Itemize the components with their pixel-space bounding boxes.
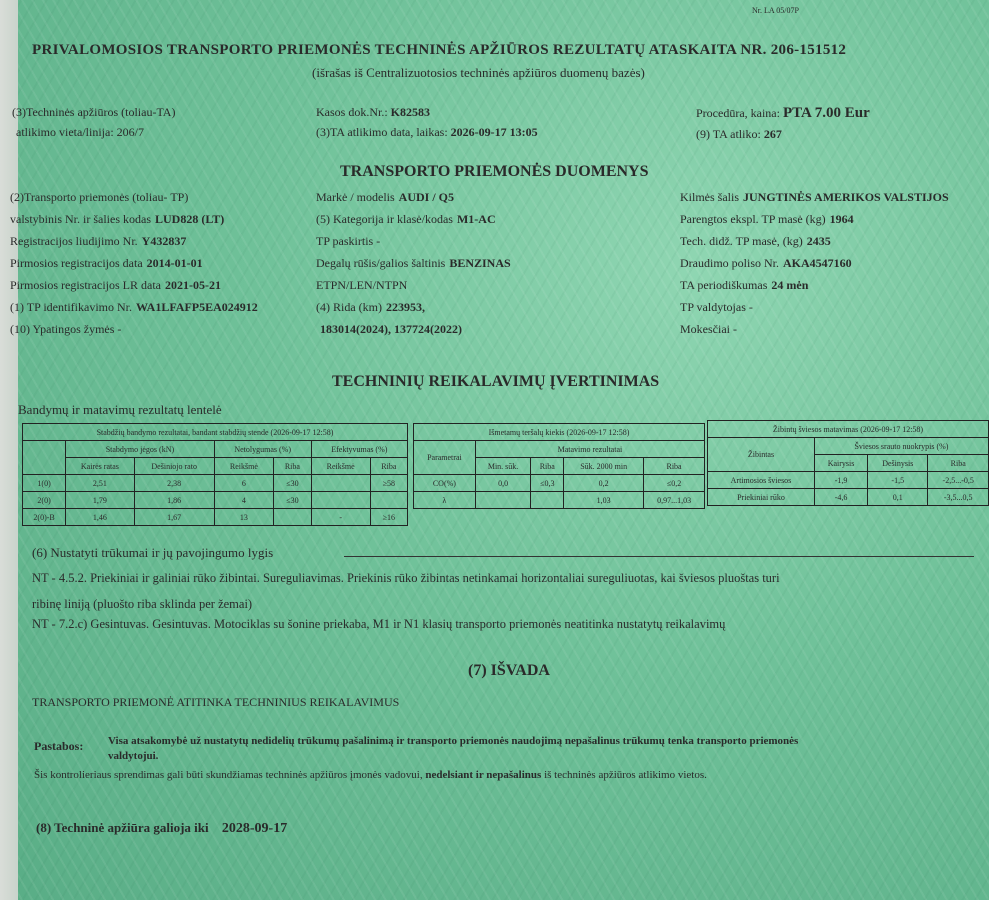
vehicle-field xyxy=(316,212,496,227)
lights-right: -1,5 xyxy=(868,472,928,489)
emissions-sub-header: Riba xyxy=(644,458,705,475)
brakes-sub-header: Kairės ratas xyxy=(66,458,135,475)
brakes-left: 1,79 xyxy=(66,492,135,509)
ta-date-value: 2026-09-17 13:05 xyxy=(450,125,538,139)
brakes-sub-header: Reikšmė xyxy=(311,458,370,475)
emissions-param: CO(%) xyxy=(414,475,476,492)
report-title: PRIVALOMOSIOS TRANSPORTO PRIEMONĖS TECHNINĖS APŽIŪROS REZULTATŲ ATASKAITA NR. 206-151512 xyxy=(32,42,847,58)
brakes-right: 2,38 xyxy=(134,475,214,492)
brakes-eff-header: Efektyvumas (%) xyxy=(311,441,407,458)
vehicle-field-label: (10) Ypatingos žymės - xyxy=(10,322,122,336)
vehicle-field-value: 183014(2024), 137724(2022) xyxy=(320,322,462,336)
vehicle-field-label: Degalų rūšis/galios šaltinis xyxy=(316,256,446,270)
tests-caption: Bandymų ir matavimų rezultatų lentelė xyxy=(18,402,222,417)
brakes-left: 2,51 xyxy=(66,475,135,492)
lights-name: Artimosios šviesos xyxy=(708,472,815,489)
emissions-meas-header: Matavimo rezultatai xyxy=(475,441,704,458)
form-number: Nr. LA 05/07P xyxy=(752,6,799,15)
defect-line-2: ribinę liniją (pluošto riba sklinda per žemai) xyxy=(32,597,253,611)
procedure xyxy=(696,105,870,122)
lights-right: 0,1 xyxy=(868,489,928,506)
brakes-uneven-limit: ≤30 xyxy=(274,475,312,492)
vehicle-field xyxy=(316,300,425,315)
vehicle-field-label: Markė / modelis xyxy=(316,190,395,204)
lights-left: -4,6 xyxy=(814,489,867,506)
vehicle-field-label: valstybinis Nr. ir šalies kodas xyxy=(10,212,151,226)
emissions-param-header: Parametrai xyxy=(414,441,476,475)
vehicle-field-value: BENZINAS xyxy=(449,256,511,270)
vehicle-field-label: TP valdytojas - xyxy=(680,300,753,314)
vehicle-field xyxy=(680,278,808,293)
vehicle-field xyxy=(316,256,511,271)
vehicle-field-value: 24 mėn xyxy=(771,278,809,292)
brakes-uneven: 13 xyxy=(214,509,273,526)
emissions-min-limit: ≤0,3 xyxy=(531,475,564,492)
ta-performed-by-value: 267 xyxy=(763,127,782,141)
vehicle-field-label: Pirmosios registracijos LR data xyxy=(10,278,161,292)
brakes-eff xyxy=(311,475,370,492)
notes-line-2: valdytojui. xyxy=(108,750,159,762)
vehicle-field xyxy=(316,322,462,337)
brakes-eff-limit xyxy=(370,492,407,509)
ta-date-label: (3)TA atlikimo data, laikas: xyxy=(316,125,448,139)
emissions-min-limit xyxy=(531,492,564,509)
brakes-axle: 2(0) xyxy=(23,492,66,509)
brakes-eff xyxy=(311,492,370,509)
vehicle-field xyxy=(10,190,192,205)
emissions-2000: 0,2 xyxy=(564,475,644,492)
brakes-sub-header: Dešiniojo rato xyxy=(134,458,214,475)
vehicle-field-value: 1964 xyxy=(829,212,854,226)
emissions-sub-header: Min. sūk. xyxy=(475,458,531,475)
report-subtitle: (išrašas iš Centralizuotosios techninės apžiūros duomenų bazės) xyxy=(312,65,645,80)
brakes-left: 1,46 xyxy=(66,509,135,526)
brakes-eff-limit: ≥16 xyxy=(370,509,407,526)
vehicle-field xyxy=(316,278,411,293)
notes-line-1: Visa atsakomybė už nustatytų nedidelių trūkumų pašalinimą ir transporto priemonės naudojimą nepašalinus trūkumų tenka transporto priemonės xyxy=(108,735,799,747)
valid-until-label: (8) Techninė apžiūra galioja iki xyxy=(36,820,209,835)
vehicle-field xyxy=(10,234,186,249)
lights-name: Priekiniai rūko xyxy=(708,489,815,506)
emissions-sub-header: Sūk. 2000 min xyxy=(564,458,644,475)
vehicle-field-label: (2)Transporto priemonės (toliau- TP) xyxy=(10,190,189,204)
brakes-uneven: 6 xyxy=(214,475,273,492)
appeal-part-3: iš techninės apžiūros atlikimo vietos. xyxy=(544,769,707,781)
lights-left: -1,9 xyxy=(814,472,867,489)
tech-section-title: TECHNINIŲ REIKALAVIMŲ ĮVERTINIMAS xyxy=(332,373,660,390)
vehicle-field xyxy=(10,212,224,227)
defects-title: (6) Nustatyti trūkumai ir jų pavojingumo lygis xyxy=(32,545,274,560)
vehicle-field-value: WA1LFAFP5EA024912 xyxy=(136,300,258,314)
brakes-table xyxy=(22,423,408,526)
emissions-table xyxy=(413,423,705,509)
cash-doc xyxy=(316,105,430,120)
vehicle-field xyxy=(316,234,384,249)
vehicle-field-value: Y432837 xyxy=(141,234,187,248)
vehicle-field-label: ETPN/LEN/NTPN xyxy=(316,278,408,292)
ta-performed-by xyxy=(696,127,782,142)
emissions-min xyxy=(475,492,531,509)
appeal-part-1: Šis kontrolieriaus sprendimas gali būti skundžiamas techninės apžiūros įmonės vadovui, xyxy=(34,769,423,781)
conclusion-title: (7) IŠVADA xyxy=(468,662,550,679)
vehicle-field xyxy=(680,322,741,337)
ta-performed-by-label: (9) TA atliko: xyxy=(696,127,761,141)
emissions-2000: 1,03 xyxy=(564,492,644,509)
vehicle-field-label: (4) Rida (km) xyxy=(316,300,382,314)
vehicle-field xyxy=(680,212,854,227)
vehicle-field xyxy=(10,322,125,337)
appeal-text xyxy=(34,769,707,781)
lights-limit: -2,5...-0,5 xyxy=(928,472,989,489)
brakes-sub-header: Riba xyxy=(370,458,407,475)
brakes-force-header: Stabdymo jėgos (kN) xyxy=(66,441,215,458)
table-row xyxy=(708,489,989,506)
emissions-2000-limit: 0,97...1,03 xyxy=(644,492,705,509)
emissions-param: λ xyxy=(414,492,476,509)
vehicle-field-value: AUDI / Q5 xyxy=(398,190,454,204)
defect-line-1: NT - 4.5.2. Priekiniai ir galiniai rūko žibintai. Sureguliavimas. Priekinis rūko žibintas netinkamai horizontaliai sureguliuotas, kai šviesos pluoštas turi xyxy=(32,571,780,585)
vehicle-field xyxy=(680,256,852,271)
brakes-eff: - xyxy=(311,509,370,526)
vehicle-field-label: Draudimo poliso Nr. xyxy=(680,256,779,270)
brakes-right: 1,67 xyxy=(134,509,214,526)
table-row xyxy=(708,472,989,489)
notes-label: Pastabos: xyxy=(34,739,84,753)
emissions-sub-header: Riba xyxy=(531,458,564,475)
lights-limit: -3,5...0,5 xyxy=(928,489,989,506)
vehicle-field-value: AKA4547160 xyxy=(783,256,852,270)
valid-until xyxy=(36,820,287,837)
procedure-value: PTA 7.00 Eur xyxy=(782,105,870,121)
table-row xyxy=(414,492,705,509)
brakes-uneven-limit xyxy=(274,509,312,526)
vehicle-field-label: (1) TP identifikavimo Nr. xyxy=(10,300,132,314)
vehicle-field-label: Kilmės šalis xyxy=(680,190,739,204)
vehicle-field-value: M1-AC xyxy=(456,212,496,226)
table-row xyxy=(23,509,408,526)
vehicle-field-label: Parengtos ekspl. TP masė (kg) xyxy=(680,212,826,226)
valid-until-value: 2028-09-17 xyxy=(221,821,288,836)
appeal-part-2: nedelsiant ir nepašalinus xyxy=(425,769,542,781)
lights-table-title: Žibintų šviesos matavimas (2026-09-17 12:58) xyxy=(708,421,989,438)
brakes-uneven-header: Netolygumas (%) xyxy=(214,441,311,458)
lights-sub-header: Dešinysis xyxy=(868,455,928,472)
brakes-axle-header xyxy=(23,441,66,475)
vehicle-field-label: TA periodiškumas xyxy=(680,278,768,292)
vehicle-field xyxy=(10,300,258,315)
vehicle-field-value: JUNGTINĖS AMERIKOS VALSTIJOS xyxy=(743,190,949,204)
lights-lamp-header: Žibintas xyxy=(708,438,815,472)
brakes-right: 1,86 xyxy=(134,492,214,509)
table-row xyxy=(414,475,705,492)
lights-dev-header: Šviesos srauto nuokrypis (%) xyxy=(814,438,988,455)
brakes-sub-header: Riba xyxy=(274,458,312,475)
vehicle-field xyxy=(10,256,203,271)
brakes-axle: 1(0) xyxy=(23,475,66,492)
cash-doc-label: Kasos dok.Nr.: xyxy=(316,105,388,119)
vehicle-section-title: TRANSPORTO PRIEMONĖS DUOMENYS xyxy=(340,163,649,180)
brakes-uneven: 4 xyxy=(214,492,273,509)
lights-sub-header: Riba xyxy=(928,455,989,472)
vehicle-field xyxy=(680,300,757,315)
vehicle-field-label: Pirmosios registracijos data xyxy=(10,256,143,270)
vehicle-field-label: (5) Kategorija ir klasė/kodas xyxy=(316,212,453,226)
ta-date xyxy=(316,125,538,140)
brakes-eff-limit: ≥58 xyxy=(370,475,407,492)
table-row xyxy=(23,492,408,509)
emissions-2000-limit: ≤0,2 xyxy=(644,475,705,492)
lights-sub-header: Kairysis xyxy=(814,455,867,472)
ta-location-label: (3)Techninės apžiūros (toliau-TA) xyxy=(12,105,176,119)
procedure-label: Procedūra, kaina: xyxy=(696,106,780,120)
lights-table xyxy=(707,420,989,506)
vehicle-field-label: Tech. didž. TP masė, (kg) xyxy=(680,234,803,248)
cash-doc-value: K82583 xyxy=(390,105,431,119)
vehicle-field-value: 223953, xyxy=(385,300,425,314)
vehicle-field xyxy=(10,278,221,293)
table-row xyxy=(23,475,408,492)
vehicle-field-value: 2435 xyxy=(806,234,831,248)
brakes-uneven-limit: ≤30 xyxy=(274,492,312,509)
emissions-min: 0,0 xyxy=(475,475,531,492)
divider xyxy=(344,556,974,557)
vehicle-field xyxy=(680,190,949,205)
vehicle-field-value: 2021-05-21 xyxy=(164,278,221,292)
emissions-table-title: Išmetamų teršalų kiekis (2026-09-17 12:58) xyxy=(414,424,705,441)
vehicle-field xyxy=(680,234,831,249)
defect-line-3: NT - 7.2.c) Gesintuvas. Gesintuvas. Motociklas su šonine priekaba, M1 ir N1 klasių transporto priemonės neatitinka nustatytų reikalavimų xyxy=(32,617,726,631)
ta-location-value: atlikimo vieta/linija: 206/7 xyxy=(16,125,144,139)
vehicle-field xyxy=(316,190,454,205)
vehicle-field-label: Mokesčiai - xyxy=(680,322,737,336)
brakes-table-title: Stabdžių bandymo rezultatai, bandant stabdžių stende (2026-09-17 12:58) xyxy=(23,424,408,441)
vehicle-field-value: LUD828 (LT) xyxy=(155,212,225,226)
vehicle-field-label: Registracijos liudijimo Nr. xyxy=(10,234,138,248)
brakes-sub-header: Reikšmė xyxy=(214,458,273,475)
vehicle-field-label: TP paskirtis - xyxy=(316,234,381,248)
vehicle-field-value: 2014-01-01 xyxy=(146,256,203,270)
conclusion-text: TRANSPORTO PRIEMONĖ ATITINKA TECHNINIUS REIKALAVIMUS xyxy=(32,695,400,709)
brakes-axle: 2(0)-B xyxy=(23,509,66,526)
